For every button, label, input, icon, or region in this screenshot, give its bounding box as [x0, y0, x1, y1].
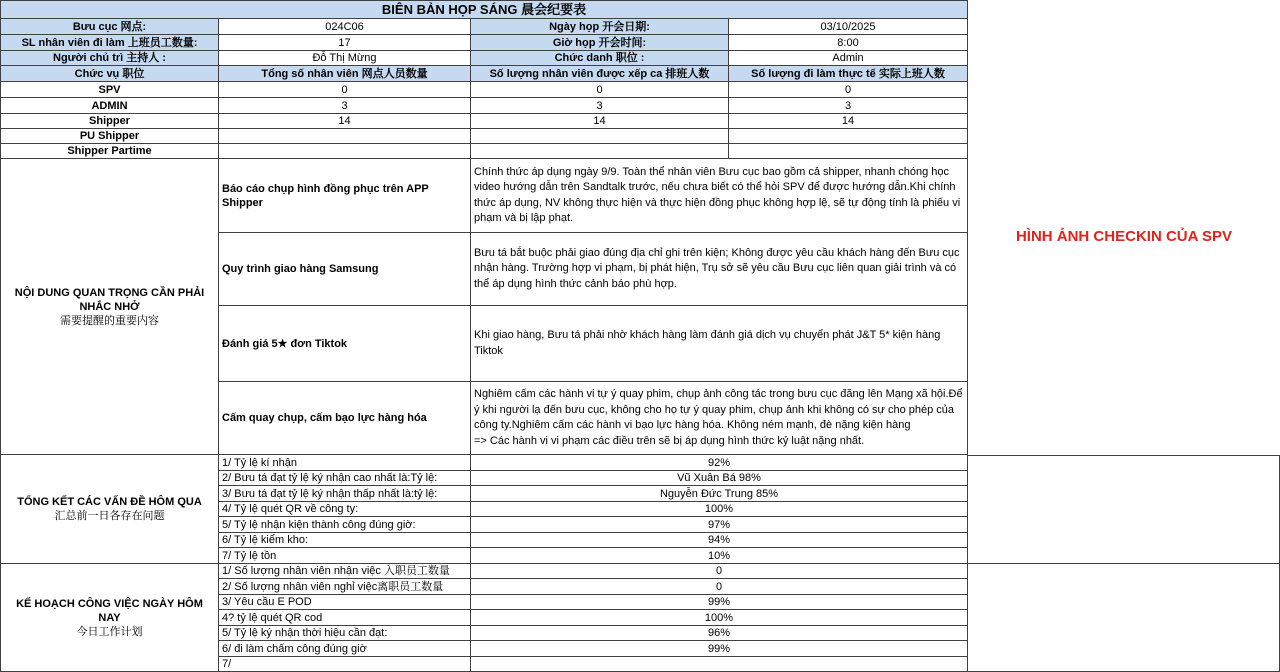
host-title-label[interactable]: Chức danh 职位 :	[471, 51, 729, 66]
staff-row-total[interactable]: 3	[219, 98, 471, 114]
staff-row-scheduled[interactable]: 3	[471, 98, 729, 114]
staff-header-actual[interactable]: Số lượng đi làm thực tế 实际上班人数	[729, 66, 968, 82]
summary-value[interactable]: 92%	[471, 455, 968, 471]
staff-row-role[interactable]: Shipper	[0, 114, 219, 129]
yesterday-section-title[interactable]	[0, 455, 219, 564]
reminder-content[interactable]: Bưu tá bắt buộc phải giao đúng địa chỉ ghi trên kiện; Không được yêu cầu khách hàng đến Bưu cục nhận hàng. Trường hợp vi phạm, bị phát hiện, Trụ sở sẽ yêu cầu Bưu cục liên quan giải trình và có thể áp dụng hình thức cảnh báo phù hợp.	[471, 233, 968, 306]
plan-label[interactable]: 4? tỷ lệ quét QR cod	[219, 610, 471, 626]
staff-row-actual[interactable]: 0	[729, 82, 968, 98]
plan-value[interactable]: 96%	[471, 626, 968, 641]
staff-row-role[interactable]: ADMIN	[0, 98, 219, 114]
summary-value[interactable]: 97%	[471, 517, 968, 533]
yesterday-title-vi: TỔNG KẾT CÁC VẤN ĐỀ HÔM QUA	[17, 496, 202, 508]
staff-count-value[interactable]: 17	[219, 35, 471, 51]
meeting-time-value[interactable]: 8:00	[729, 35, 968, 51]
plan-label[interactable]: 7/	[219, 657, 471, 672]
staff-row-actual[interactable]: 14	[729, 114, 968, 129]
summary-label[interactable]: 1/ Tỷ lệ kí nhận	[219, 455, 471, 471]
staff-row-role[interactable]: Shipper Partime	[0, 144, 219, 159]
plan-label[interactable]: 6/ đi làm chấm công đúng giờ	[219, 641, 471, 657]
summary-label[interactable]: 2/ Bưu tá đạt tỷ lệ ký nhận cao nhất là:Tỷ lệ:	[219, 471, 471, 486]
reminder-topic[interactable]: Báo cáo chụp hình đồng phục trên APP Shipper	[219, 159, 471, 233]
plan-value[interactable]: 100%	[471, 610, 968, 626]
post-office-value[interactable]: 024C06	[219, 19, 471, 35]
staff-row-scheduled[interactable]: 14	[471, 114, 729, 129]
post-office-label[interactable]: Bưu cục 网点:	[0, 19, 219, 35]
reminders-title-vi: NỘI DUNG QUAN TRỌNG CẦN PHẢI NHẮC NHỞ	[14, 286, 205, 313]
spv-checkin-photo-label: HÌNH ẢNH CHECKIN CỦA SPV	[1015, 228, 1233, 245]
meeting-date-label[interactable]: Ngày họp 开会日期:	[471, 19, 729, 35]
spv-column-blank-cell[interactable]	[968, 455, 1280, 564]
host-label[interactable]: Người chủ trì 主持人 :	[0, 51, 219, 66]
summary-value[interactable]: Vũ Xuân Bá 98%	[471, 471, 968, 486]
plan-value[interactable]: 0	[471, 564, 968, 579]
today-plan-title-zh: 今日工作计划	[76, 625, 143, 638]
reminder-content[interactable]: Khi giao hàng, Bưu tá phải nhờ khách hàng làm đánh giá dịch vụ chuyển phát J&T 5* kiện hàng Tiktok	[471, 306, 968, 382]
today-plan-title-vi: KẾ HOẠCH CÔNG VIỆC NGÀY HÔM NAY	[16, 597, 203, 624]
plan-label[interactable]: 1/ Số lượng nhân viên nhận việc 入职员工数量	[219, 564, 471, 579]
staff-count-label[interactable]: SL nhân viên đi làm 上班员工数量:	[0, 35, 219, 51]
staff-row-role[interactable]: PU Shipper	[0, 129, 219, 144]
staff-row-total[interactable]	[219, 144, 471, 159]
staff-row-role[interactable]: SPV	[0, 82, 219, 98]
reminder-content[interactable]: Nghiêm cấm các hành vi tự ý quay phim, chụp ảnh công tác trong bưu cục đăng lên Mạng xã hội.Để ý khi người lạ đến bưu cục, không cho họ tự ý quay phim, chụp ảnh khi không có sự cho phép của công ty.Nghiêm cấm các hành vi bạo lực hàng hóa. Không ném mạnh, đè nặng kiện hàng => Các hành vi vi phạm các điều trên sẽ bị áp dụng hình thức kỷ luật nặng nhất.	[471, 382, 968, 455]
plan-value[interactable]: 99%	[471, 641, 968, 657]
summary-label[interactable]: 5/ Tỷ lệ nhận kiện thành công đúng giờ:	[219, 517, 471, 533]
spv-checkin-photo-area[interactable]	[968, 18, 1280, 455]
today-plan-section-title[interactable]	[0, 564, 219, 672]
meeting-time-label[interactable]: Giờ họp 开会时间:	[471, 35, 729, 51]
staff-row-actual[interactable]	[729, 144, 968, 159]
staff-row-total[interactable]	[219, 129, 471, 144]
staff-row-actual[interactable]	[729, 129, 968, 144]
staff-row-scheduled[interactable]	[471, 129, 729, 144]
sheet-title[interactable]: BIÊN BẢN HỌP SÁNG 晨会纪要表	[0, 0, 968, 19]
plan-value[interactable]	[471, 657, 968, 672]
staff-row-scheduled[interactable]: 0	[471, 82, 729, 98]
meeting-date-value[interactable]: 03/10/2025	[729, 19, 968, 35]
plan-label[interactable]: 2/ Số lượng nhân viên nghỉ việc离职员工数量	[219, 579, 471, 595]
summary-value[interactable]: 94%	[471, 533, 968, 548]
summary-value[interactable]: 100%	[471, 502, 968, 517]
summary-label[interactable]: 6/ Tỷ lệ kiểm kho:	[219, 533, 471, 548]
staff-row-total[interactable]: 14	[219, 114, 471, 129]
summary-label[interactable]: 4/ Tỷ lệ quét QR về công ty:	[219, 502, 471, 517]
reminder-content[interactable]: Chính thức áp dụng ngày 9/9. Toàn thể nhân viên Bưu cục bao gồm cả shipper, nhanh chóng học video hướng dẫn trên Sandtalk trước, nếu chưa biết có thể hỏi SPV để được hướng dẫn.Khi chính thức áp dụng, NV không thực hiện và thực hiện đồng phục không hợp lệ, sẽ tự động tính là phiếu vi phạm và bị lập phạt.	[471, 159, 968, 233]
summary-label[interactable]: 7/ Tỷ lệ tồn	[219, 548, 471, 564]
plan-value[interactable]: 0	[471, 579, 968, 595]
spv-column-blank-cell[interactable]	[968, 564, 1280, 672]
summary-value[interactable]: 10%	[471, 548, 968, 564]
staff-header-role[interactable]: Chức vụ 职位	[0, 66, 219, 82]
staff-header-scheduled[interactable]: Số lượng nhân viên được xếp ca 排班人数	[471, 66, 729, 82]
summary-value[interactable]: Nguyễn Đức Trung 85%	[471, 486, 968, 502]
staff-header-total[interactable]: Tổng số nhân viên 网点人员数量	[219, 66, 471, 82]
reminder-topic[interactable]: Đánh giá 5★ đơn Tiktok	[219, 306, 471, 382]
staff-row-total[interactable]: 0	[219, 82, 471, 98]
host-value[interactable]: Đỗ Thị Mừng	[219, 51, 471, 66]
reminders-section-title[interactable]	[0, 159, 219, 455]
host-title-value[interactable]: Admin	[729, 51, 968, 66]
reminders-title-zh: 需要提醒的重要内容	[60, 314, 159, 327]
plan-label[interactable]: 3/ Yêu cầu E POD	[219, 595, 471, 610]
plan-value[interactable]: 99%	[471, 595, 968, 610]
staff-row-scheduled[interactable]	[471, 144, 729, 159]
plan-label[interactable]: 5/ Tỷ lệ ký nhận thời hiệu cần đạt:	[219, 626, 471, 641]
staff-row-actual[interactable]: 3	[729, 98, 968, 114]
reminder-topic[interactable]: Cấm quay chụp, cấm bạo lực hàng hóa	[219, 382, 471, 455]
yesterday-title-zh: 汇总前一日各存在问题	[54, 510, 165, 522]
summary-label[interactable]: 3/ Bưu tá đạt tỷ lệ ký nhận thấp nhất là:tỷ lệ:	[219, 486, 471, 502]
reminder-topic[interactable]: Quy trình giao hàng Samsung	[219, 233, 471, 306]
